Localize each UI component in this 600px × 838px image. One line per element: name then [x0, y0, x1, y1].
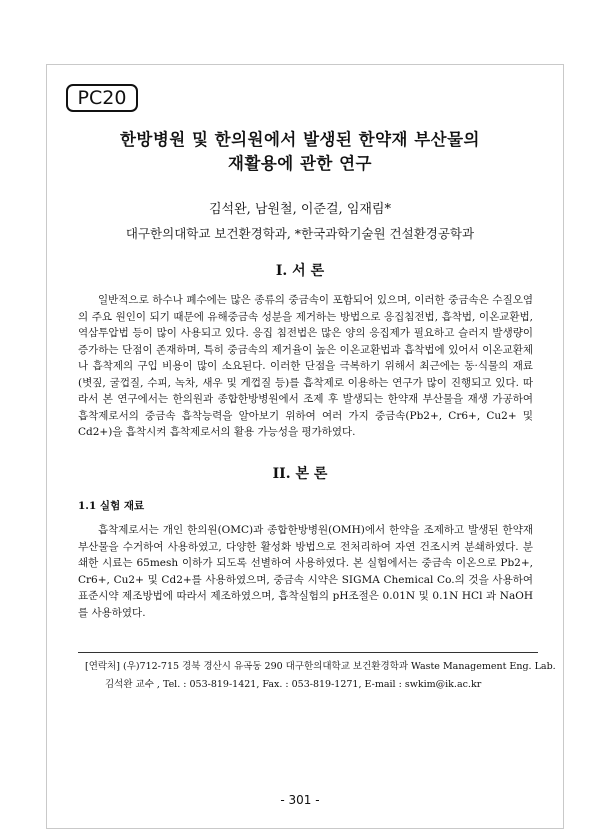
section-heading-body: II. 본 론 [272, 466, 328, 482]
contact-address: [연락처] (우)712-715 경북 경산시 유곡동 290 대구한의대학교 보건환경학과 Waste Management Eng. Lab. [85, 661, 556, 672]
affiliation: 대구한의대학교 보건환경학과, *한국과학기술원 건설환경공학과 [125, 226, 475, 241]
footer-rule [78, 652, 538, 653]
title-line-1: 한방병원 및 한의원에서 발생된 한약재 부산물의 [119, 130, 480, 149]
contact-details: 김석완 교수 , Tel. : 053-819-1421, Fax. : 053-819-1271, E-mail : swkim@ik.ac.kr [105, 679, 482, 690]
paper-code-badge: PC20 [66, 84, 138, 112]
section-heading-introduction: I. 서 론 [275, 263, 325, 279]
introduction-paragraph: 일반적으로 하수나 폐수에는 많은 종류의 중금속이 포함되어 있으며, 이러한 중금속은 수질오염의 주요 원인이 되기 때문에 유해중금속 성분을 제거하는 방법으로 응집침전법, 흡착법, 이온교환법, 역삼투압법 등이 많이 사용되고 있다. 응집 침전법은 많은 양의 응집제가 필요하고 슬러지 발생량이 증가하는 단점이 존재하며, 특히 중금속의 제거율이 높은 이온교환법과 흡착법에 있어서 이온교환체나 흡착제의 구입 비용이 많이 소요된다. 이러한 단점을 극복하기 위해서 최근에는 동·식물의 재료(볏짚, 굴껍질, 수피, 녹차, 새우 및 게껍질 등)를 흡착제로 이용하는 연구가 많이 진행되고 있다. 따라서 본 연구에서는 한의원과 종합한방병원에서 조제 후 발생되는 한약재 부산물을 재생 가공하여 흡착제로서의 중금속 흡착능력을 알아보기 위하여 여러 가지 중금속(Pb2+, Cr6+, Cu2+ 및 Cd2+)을 흡착시켜 흡착제로서의 활용 가능성을 평가하였다. [78, 294, 533, 438]
authors: 김석완, 남원철, 이준걸, 임재림* [209, 202, 391, 217]
page-frame [46, 64, 564, 829]
title-line-2: 재활용에 관한 연구 [227, 154, 372, 173]
page-number: - 301 - [280, 793, 320, 807]
subsection-heading: 1.1 실험 재료 [78, 500, 145, 512]
materials-paragraph: 흡착제로서는 개인 한의원(OMC)과 종합한방병원(OMH)에서 한약을 조제하고 발생된 한약재 부산물을 수거하여 사용하였고, 다양한 활성화 방법으로 전처리하여 자연 건조시켜 분쇄하였다. 분쇄한 시료는 65mesh 이하가 되도록 선별하여 사용하였다. 본 실험에서는 중금속 이온으로 Pb2+, Cr6+, Cu2+ 및 Cd2+를 사용하였으며, 중금속 시약은 SIGMA Chemical Co.의 것을 사용하여 표준시약 제조방법에 따라서 제조하였으며, 흡착실험의 pH조절은 0.01N 및 0.1N HCl 과 NaOH를 사용하였다. [78, 524, 533, 619]
